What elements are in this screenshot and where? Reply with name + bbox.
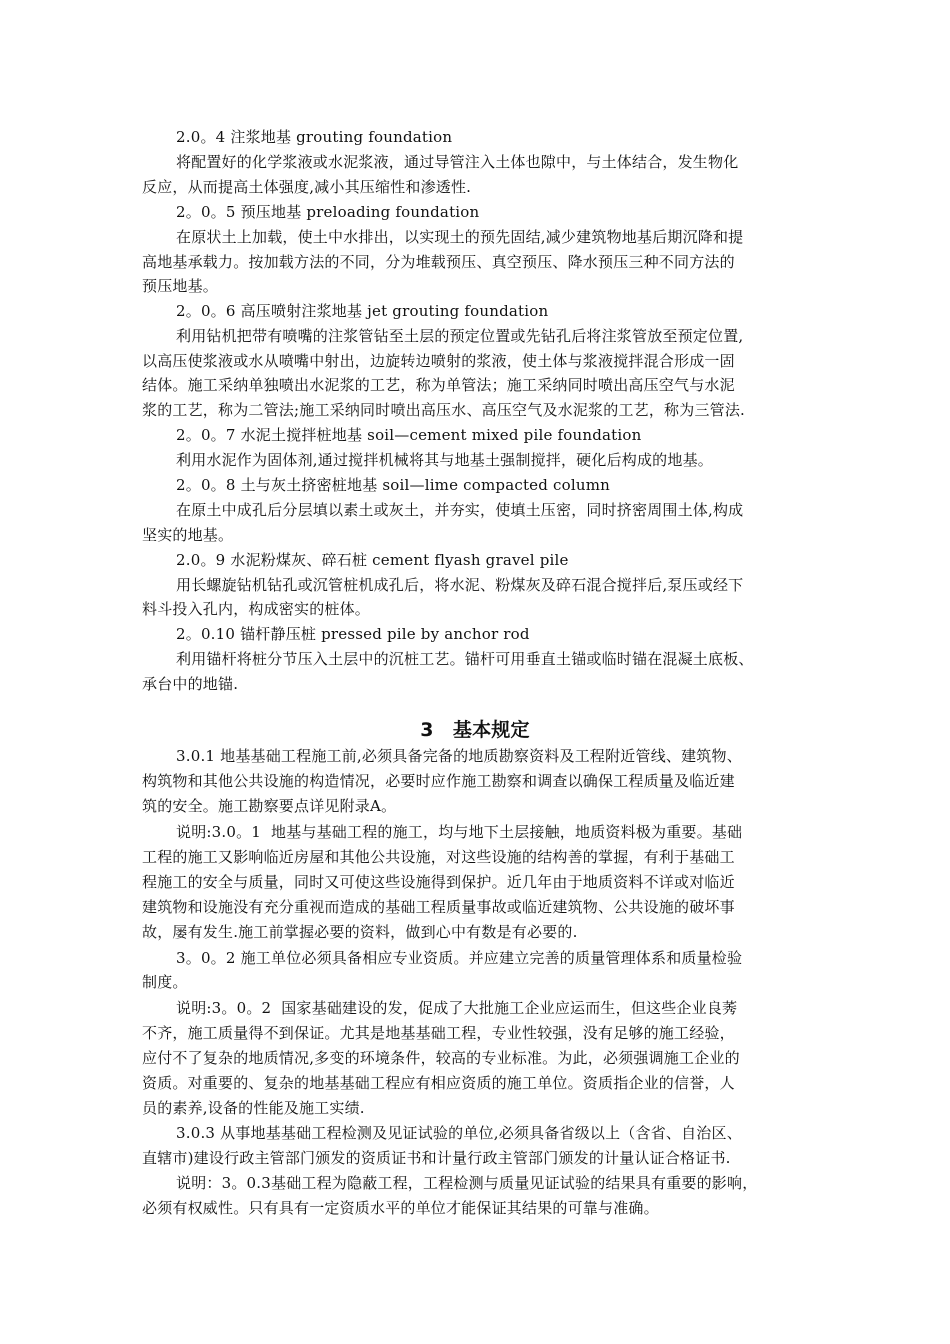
term-heading: 2。0。5 预压地基 preloading foundation — [176, 203, 480, 221]
paragraph-line: 利用锚杆将桩分节压入土层中的沉桩工艺。锚杆可用垂直土锚或临时锚在混凝土底板、 — [176, 650, 754, 668]
term-heading: 2.0。4 注浆地基 grouting foundation — [176, 128, 453, 146]
paragraph-line: 以高压使浆液或水从喷嘴中射出，边旋转边喷射的浆液，使土体与浆液搅拌混合形成一固 — [142, 352, 735, 370]
term-heading: 2.0。9 水泥粉煤灰、碎石桩 cement flyash gravel pile — [176, 551, 569, 569]
paragraph-line: 用长螺旋钻机钻孔或沉管桩机成孔后，将水泥、粉煤灰及碎石混合搅拌后,泵压或经下 — [176, 576, 744, 594]
paragraph-line: 3.0.1 地基基础工程施工前,必须具备完备的地质勘察资料及工程附近管线、建筑物、 — [176, 747, 742, 765]
paragraph-line: 在原状土上加载，使土中水排出，以实现土的预先固结,减少建筑物地基后期沉降和提 — [176, 228, 744, 246]
term-heading: 2。0。7 水泥土搅拌桩地基 soil—cement mixed pile foundation — [176, 426, 642, 444]
paragraph-line: 将配置好的化学浆液或水泥浆液，通过导管注入土体也隙中，与土体结合，发生物化 — [176, 153, 739, 171]
paragraph-line: 直辖市)建设行政主管部门颁发的资质证书和计量行政主管部门颁发的计量认证合格证书. — [142, 1149, 731, 1167]
paragraph-line: 员的素养,设备的性能及施工实绩. — [142, 1099, 365, 1117]
paragraph-line: 必须有权威性。只有具有一定资质水平的单位才能保证其结果的可靠与准确。 — [142, 1199, 659, 1217]
paragraph-line: 反应，从而提高土体强度,减小其压缩性和渗透性. — [142, 178, 472, 196]
term-heading: 2。0。6 高压喷射注浆地基 jet grouting foundation — [176, 302, 549, 320]
paragraph-line: 程施工的安全与质量，同时又可使这些设施得到保护。近几年由于地质资料不详或对临近 — [142, 873, 735, 891]
paragraph-line: 3.0.3 从事地基基础工程检测及见证试验的单位,必须具备省级以上（含省、自治区、 — [176, 1124, 742, 1142]
paragraph-line: 资质。对重要的、复杂的地基基础工程应有相应资质的施工单位。资质指企业的信誉，人 — [142, 1074, 735, 1092]
term-heading: 2。0。8 土与灰土挤密桩地基 soil—lime compacted column — [176, 476, 611, 494]
paragraph-line: 在原土中成孔后分层填以素土或灰土，并夯实，使填土压密，同时挤密周围土体,构成 — [176, 501, 744, 519]
paragraph-line: 利用水泥作为固体剂,通过搅拌机械将其与地基土强制搅拌，硬化后构成的地基。 — [176, 451, 713, 469]
paragraph-line: 预压地基。 — [142, 277, 219, 295]
paragraph-line: 3。0。2 施工单位必须具备相应专业资质。并应建立完善的质量管理体系和质量检验 — [176, 949, 743, 967]
paragraph-line: 说明:3。0。2 国家基础建设的发，促成了大批施工企业应运而生，但这些企业良莠 — [176, 999, 738, 1017]
paragraph-line: 不齐，施工质量得不到保证。尤其是地基基础工程，专业性较强，没有足够的施工经验， — [142, 1024, 735, 1042]
paragraph-line: 利用钻机把带有喷嘴的注浆管钻至土层的预定位置或先钻孔后将注浆管放至预定位置, — [176, 327, 744, 345]
paragraph-line: 结体。施工采纳单独喷出水泥浆的工艺，称为单管法；施工采纳同时喷出高压空气与水泥 — [142, 376, 735, 394]
paragraph-line: 构筑物和其他公共设施的构造情况，必要时应作施工勘察和调查以确保工程质量及临近建 — [142, 772, 735, 790]
paragraph-line: 浆的工艺，称为二管法;施工采纳同时喷出高压水、高压空气及水泥浆的工艺，称为三管法. — [142, 401, 746, 419]
paragraph-line: 说明:3.0。1 地基与基础工程的施工，均与地下土层接触，地质资料极为重要。基础 — [176, 823, 743, 841]
paragraph-line: 建筑物和设施没有充分重视而造成的基础工程质量事故或临近建筑物、公共设施的破坏事 — [142, 898, 735, 916]
section-title: 3 基本规定 — [420, 719, 530, 741]
paragraph-line: 说明：3。0.3基础工程为隐蔽工程，工程检测与质量见证试验的结果具有重要的影响， — [176, 1174, 758, 1192]
paragraph-line: 应付不了复杂的地质情况,多变的环境条件，较高的专业标准。为此，必须强调施工企业的 — [142, 1049, 740, 1067]
term-heading: 2。0.10 锚杆静压桩 pressed pile by anchor rod — [176, 625, 530, 643]
paragraph-line: 坚实的地基。 — [142, 526, 234, 544]
paragraph-line: 料斗投入孔内，构成密实的桩体。 — [142, 600, 371, 618]
paragraph-line: 承台中的地锚. — [142, 675, 239, 693]
paragraph-line: 筑的安全。施工勘察要点详见附录A。 — [142, 797, 397, 815]
paragraph-line: 制度。 — [142, 973, 188, 991]
paragraph-line: 故，屡有发生.施工前掌握必要的资料，做到心中有数是有必要的. — [142, 923, 578, 941]
paragraph-line: 工程的施工又影响临近房屋和其他公共设施，对这些设施的结构善的掌握，有利于基础工 — [142, 848, 735, 866]
paragraph-line: 高地基承载力。按加载方法的不同，分为堆载预压、真空预压、降水预压三种不同方法的 — [142, 253, 735, 271]
